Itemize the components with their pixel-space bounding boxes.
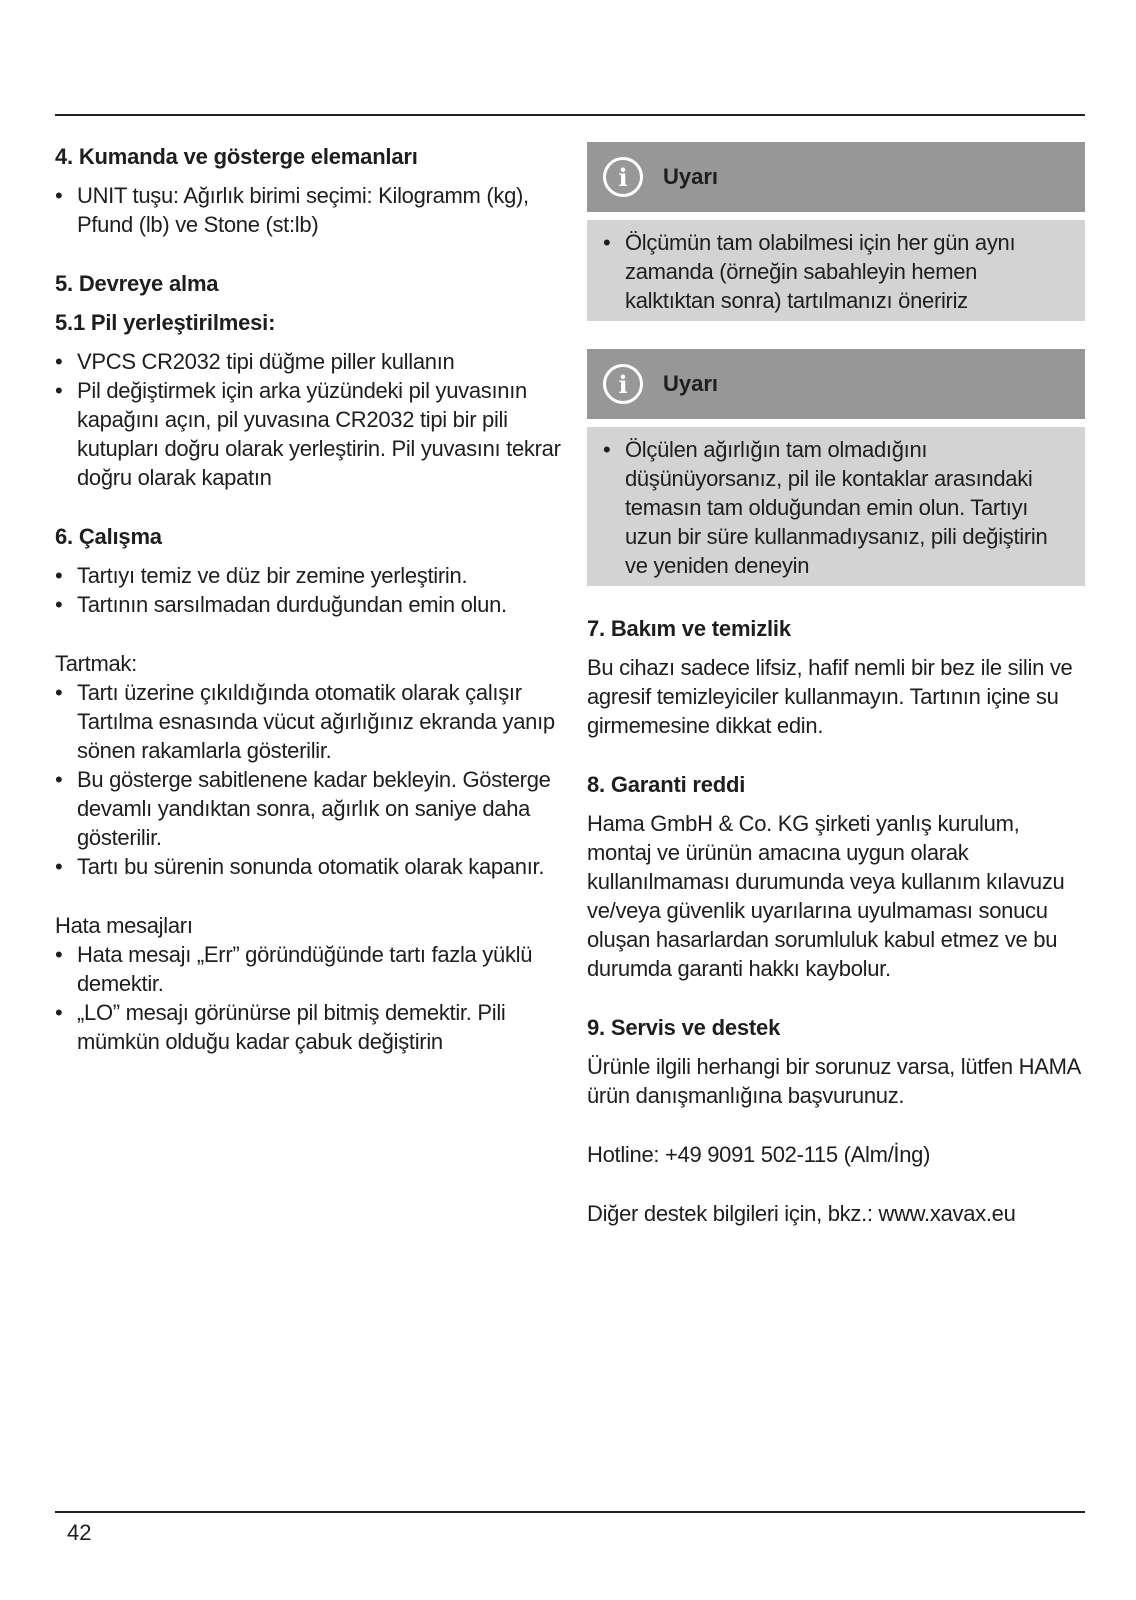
section-8-title: 8. Garanti reddi <box>587 772 746 797</box>
left-column <box>55 142 565 1056</box>
section-5-title: 5. Devreye alma <box>55 271 219 296</box>
list-item: • Tartıyı temiz ve düz bir zemine yerleştirin. <box>55 561 565 590</box>
section-8-text: Hama GmbH & Co. KG şirketi yanlış kurulum, montaj ve ürünün amacına uygun olarak kullanılmaması durumunda veya kullanım kılavuzu ve/veya güvenlik uyarılarına uyulmaması sonucu oluşan hasarlardan sorumluluk kabul etmez ve bu durumda garanti hakkı kaybolur. <box>587 811 1065 981</box>
warning-box <box>587 349 1085 586</box>
section-7-text: Bu cihazı sadece lifsiz, hafif nemli bir bez ile silin ve agresif temizleyiciler kullanmayın. Tartının içine su girmemesine dikkat edin. <box>587 655 1073 738</box>
hata-label: Hata mesajları <box>55 913 193 938</box>
section-4-title: 4. Kumanda ve gösterge elemanları <box>55 144 418 169</box>
section-6-title: 6. Çalışma <box>55 524 162 549</box>
section-5-1-list <box>55 347 565 492</box>
section-5-1-title: 5.1 Pil yerleştirilmesi: <box>55 310 276 335</box>
hata-list <box>55 940 565 1056</box>
warning-body <box>587 220 1085 321</box>
warning-title: Uyarı <box>663 371 719 396</box>
list-item: • Ölçülen ağırlığın tam olmadığını düşünüyorsanız, pil ile kontaklar arasındaki temasın tam olduğundan emin olun. Tartıyı uzun bir süre kullanmadıysanız, pili değiştirin ve yeniden deneyin <box>603 435 1063 580</box>
section-6-list <box>55 561 565 619</box>
section-9-text: Ürünle ilgili herhangi bir sorunuz varsa, lütfen HAMA ürün danışmanlığına başvurunuz. <box>587 1054 1080 1108</box>
list-item: • „LO” mesajı görünürse pil bitmiş demektir. Pili mümkün olduğu kadar çabuk değiştirin <box>55 998 565 1056</box>
list-item: • VPCS CR2032 tipi düğme piller kullanın <box>55 347 565 376</box>
list-item: • Tartı bu sürenin sonunda otomatik olarak kapanır. <box>55 852 565 881</box>
hotline-text: Hotline: +49 9091 502-115 (Alm/İng) <box>587 1142 931 1167</box>
bottom-rule <box>55 1511 1085 1513</box>
top-rule <box>55 114 1085 116</box>
right-column <box>587 142 1085 1228</box>
section-9-title: 9. Servis ve destek <box>587 1015 781 1040</box>
tartmak-label: Tartmak: <box>55 651 137 676</box>
page-number: 42 <box>67 1520 92 1545</box>
info-icon: i <box>603 364 643 404</box>
section-7-title: 7. Bakım ve temizlik <box>587 616 791 641</box>
info-icon: i <box>603 157 643 197</box>
tartmak-list <box>55 678 565 881</box>
section-4-list <box>55 181 565 239</box>
warning-header <box>587 349 1085 419</box>
warning-header <box>587 142 1085 212</box>
list-item: • Pil değiştirmek için arka yüzündeki pil yuvasının kapağını açın, pil yuvasına CR2032 tipi bir pili kutupları doğru olarak yerleştirin. Pil yuvasını tekrar doğru olarak kapatın <box>55 376 565 492</box>
list-item: • Bu gösterge sabitlenene kadar bekleyin. Gösterge devamlı yandıktan sonra, ağırlık on saniye daha gösterilir. <box>55 765 565 852</box>
list-item: • Tartı üzerine çıkıldığında otomatik olarak çalışır Tartılma esnasında vücut ağırlığınız ekranda yanıp sönen rakamlarla gösterilir. <box>55 678 565 765</box>
list-item: • Tartının sarsılmadan durduğundan emin olun. <box>55 590 565 619</box>
warning-box <box>587 142 1085 321</box>
warning-title: Uyarı <box>663 164 719 189</box>
list-item: • Ölçümün tam olabilmesi için her gün aynı zamanda (örneğin sabahleyin hemen kalktıktan sonra) tartılmanızı öneririz <box>603 228 1063 315</box>
list-item: • UNIT tuşu: Ağırlık birimi seçimi: Kilogramm (kg), Pfund (lb) ve Stone (st:lb) <box>55 181 565 239</box>
list-item: • Hata mesajı „Err” göründüğünde tartı fazla yüklü demektir. <box>55 940 565 998</box>
warning-body <box>587 427 1085 586</box>
support-link-text: Diğer destek bilgileri için, bkz.: www.xavax.eu <box>587 1201 1016 1226</box>
